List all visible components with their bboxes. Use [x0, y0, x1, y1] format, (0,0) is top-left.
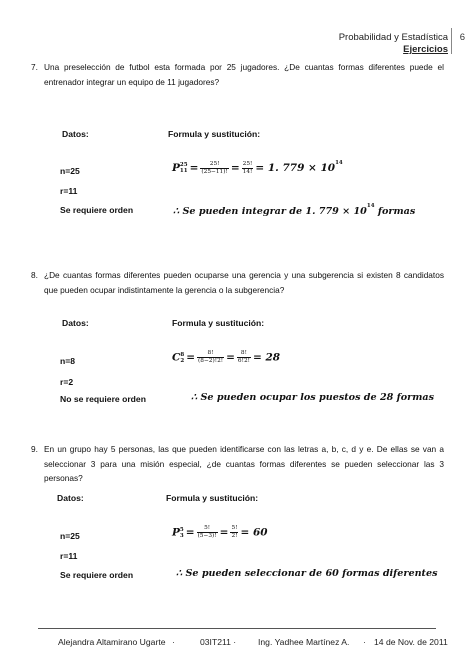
footer-divider [38, 628, 436, 629]
conclusion: ∴ Se pueden integrar de 1. $779 \times 10^{14}$ formas [173, 203, 416, 217]
problem-text: ¿De cuantas formas diferentes pueden ocuparse una gerencia y una subgerencia si existen 8 candidatos que pueden ocupar indistintamente la gerencia o la subgerencia? [44, 270, 444, 295]
r-value: r=11 [60, 186, 78, 196]
formula-sub: 11 [179, 168, 188, 174]
order-note: Se requiere orden [60, 205, 134, 215]
formula-result-exponent: 14 [335, 160, 343, 166]
problem-7-statement [31, 60, 451, 92]
header-subtitle: Ejercicios [403, 44, 448, 55]
page-number: 6 [459, 32, 465, 43]
n-value: n=25 [60, 531, 80, 541]
datos-label: Datos: [62, 129, 89, 139]
formula-expression: C 8 2 = $\frac{8!}{(8-2)!2!}$ = $\frac{8!}{6!2!}$ = 28 [172, 350, 281, 364]
problem-number: 7. [31, 62, 38, 72]
footer-date: 14 de Nov. de 2011 [374, 637, 448, 647]
formula-label: Formula y sustitución: [166, 493, 259, 503]
fraction: $\frac{5!}{(5-3)!}$ [197, 525, 217, 539]
problem-8-statement [31, 268, 451, 300]
formula-sup: 25 [179, 162, 188, 168]
header-divider [451, 28, 452, 54]
problem-9-statement [31, 442, 451, 483]
order-note: Se requiere orden [60, 570, 134, 580]
conclusion: ∴ Se pueden seleccionar de 60 formas diferentes [176, 568, 438, 579]
formula-result: 28 [265, 351, 281, 364]
problem-text: En un grupo hay 5 personas, las que pueden identificarse con las letras a, b, c, d y e. De ellas se van a seleccionar 3 para una misión especial, ¿de cuantas formas diferentes se pueden seleccionar las 3 personas? [44, 444, 444, 483]
footer-author: Alejandra Altamirano Ugarte [58, 637, 166, 647]
footer-separator: · [363, 637, 366, 647]
formula-sub: 3 [179, 532, 184, 539]
header-title: Probabilidad y Estadística [338, 32, 448, 43]
datos-label: Datos: [57, 493, 84, 503]
formula-label: Formula y sustitución: [168, 129, 261, 139]
formula-result: 1. 779 × 10 [267, 162, 336, 174]
footer-group: 03IT211 · [200, 637, 237, 647]
formula-sup: 5 [179, 526, 184, 533]
fraction: $\frac{8!}{(8-2)!2!}$ [198, 350, 224, 364]
conclusion: ∴ Se pueden ocupar los puestos de 28 formas [191, 392, 435, 403]
datos-label: Datos: [62, 318, 89, 328]
footer-teacher: Ing. Yadhee Martínez A. [258, 637, 350, 647]
fraction: $\frac{25!}{(25-11)!}$ [201, 160, 228, 175]
formula-symbol: C [172, 351, 181, 364]
fraction: $\frac{25!}{14!}$ [242, 160, 253, 175]
formula-symbol: P [172, 162, 180, 174]
n-value: n=8 [60, 356, 76, 366]
r-value: r=2 [60, 377, 74, 387]
formula-symbol: P [172, 526, 180, 539]
formula-sup: 8 [180, 351, 185, 358]
fraction: $\frac{8!}{6!2!}$ [237, 350, 250, 364]
n-value: n=25 [60, 166, 80, 176]
formula-expression: P 5 3 = $\frac{5!}{(5-3)!}$ = $\frac{5!}{2!}$ = 60 [172, 525, 268, 539]
formula-expression: P 25 11 = $\frac{25!}{(25-11)!}$ = $\frac{25!}{14!}$ = 1. $779 \times 10^{14}$ [172, 160, 343, 175]
formula-result: 60 [252, 526, 268, 539]
problem-number: 8. [31, 270, 38, 280]
fraction: $\frac{5!}{2!}$ [231, 525, 238, 539]
problem-text: Una preselección de futbol esta formada por 25 jugadores. ¿De cuantas formas diferentes puede el entrenador integrar un equipo de 11 jugadores? [44, 62, 444, 87]
problem-number: 9. [31, 444, 38, 454]
formula-sub: 2 [180, 357, 185, 364]
formula-label: Formula y sustitución: [172, 318, 265, 328]
footer-separator: · [172, 637, 175, 647]
r-value: r=11 [60, 551, 78, 561]
order-note: No se requiere orden [60, 394, 146, 404]
